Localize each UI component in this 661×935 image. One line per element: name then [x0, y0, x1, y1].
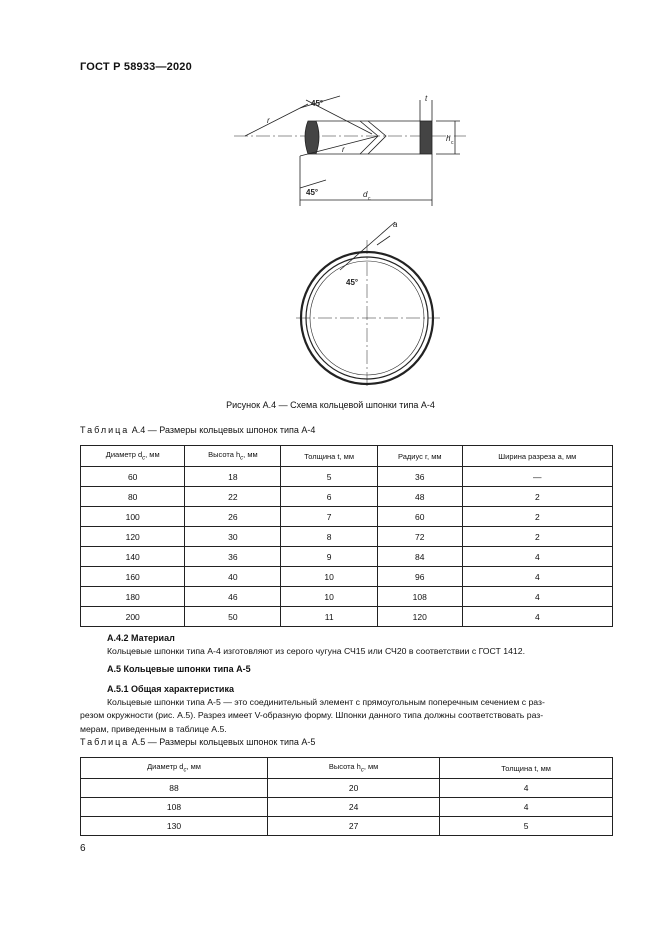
table-row: 88 20 4 — [81, 779, 613, 798]
col-thickness: Толщина t, мм — [281, 446, 377, 467]
table-a5-title: А.5 — Размеры кольцевых шпонок типа А-5 — [129, 737, 316, 747]
col-diameter: Диаметр $d_c$, мм — [81, 446, 185, 467]
radius-label-mid: r — [342, 145, 345, 154]
col-height: Высота $h_c$, мм — [268, 758, 440, 779]
section-a51-title: А.5.1 Общая характеристика — [107, 684, 234, 694]
angle-label-bottom: 45° — [306, 188, 319, 197]
figure-caption: Рисунок А.4 — Схема кольцевой шпонки типа А-4 — [226, 400, 435, 410]
radius-label-top: r — [267, 116, 270, 125]
table-a5-prefix: Таблица — [80, 737, 130, 747]
table-row: 100 26 7 60 2 — [81, 507, 613, 527]
height-label-sub: c — [451, 140, 454, 146]
col-height: Высота $h_c$, мм — [185, 446, 281, 467]
table-a4-caption — [80, 425, 315, 435]
table-row: 120 30 8 72 2 — [81, 527, 613, 547]
diameter-label: d — [363, 190, 368, 199]
table-row: 140 36 9 84 4 — [81, 547, 613, 567]
table-a4-prefix: Таблица — [80, 425, 130, 435]
diameter-label-sub: c — [368, 196, 371, 202]
table-row: 200 50 11 120 4 — [81, 607, 613, 627]
cut-width-label: a — [393, 220, 398, 229]
page-header: ГОСТ Р 58933—2020 — [80, 61, 192, 73]
page-number: 6 — [80, 843, 86, 854]
table-row: 80 22 6 48 2 — [81, 487, 613, 507]
section-a42-text: Кольцевые шпонки типа А-4 изготовляют из серого чугуна СЧ15 или СЧ20 в соответствии с ГОСТ 1412. — [107, 646, 525, 656]
table-row: 180 46 10 108 4 — [81, 587, 613, 607]
height-label: h — [446, 134, 451, 143]
angle-label-top: 45° — [311, 99, 324, 108]
section-a51-text: Кольцевые шпонки типа А-5 — это соединительный элемент с прямоугольным поперечным сечением с раз- резом окружности (рис. А.5). Разрез имеет V-образную форму. Шпонки данного типа должны соответствовать раз- мерам, приведенным в таблице А.5. — [80, 697, 545, 734]
section-a42-title: А.4.2 Материал — [107, 633, 175, 643]
col-diameter: Диаметр $d_c$, мм — [81, 758, 268, 779]
table-a5 — [80, 757, 613, 836]
thickness-label: t — [425, 94, 428, 103]
col-radius: Радиус r, мм — [377, 446, 462, 467]
table-row: 160 40 10 96 4 — [81, 567, 613, 587]
angle-label-ring: 45° — [346, 278, 359, 287]
table-row: 130 27 5 — [81, 817, 613, 836]
col-cut-width: Ширина разреза a, мм — [462, 446, 612, 467]
key-ring-drawing — [290, 215, 450, 390]
col-thickness: Толщина t, мм — [440, 758, 613, 779]
table-row: 108 24 4 — [81, 798, 613, 817]
table-a4-title: А.4 — Размеры кольцевых шпонок типа А-4 — [129, 425, 316, 435]
table-a4 — [80, 445, 613, 627]
table-row: 60 18 5 36 — — [81, 467, 613, 487]
section-a5-title: А.5 Кольцевые шпонки типа А-5 — [107, 664, 251, 674]
key-section-drawing — [220, 90, 470, 210]
table-a5-caption — [80, 737, 315, 747]
